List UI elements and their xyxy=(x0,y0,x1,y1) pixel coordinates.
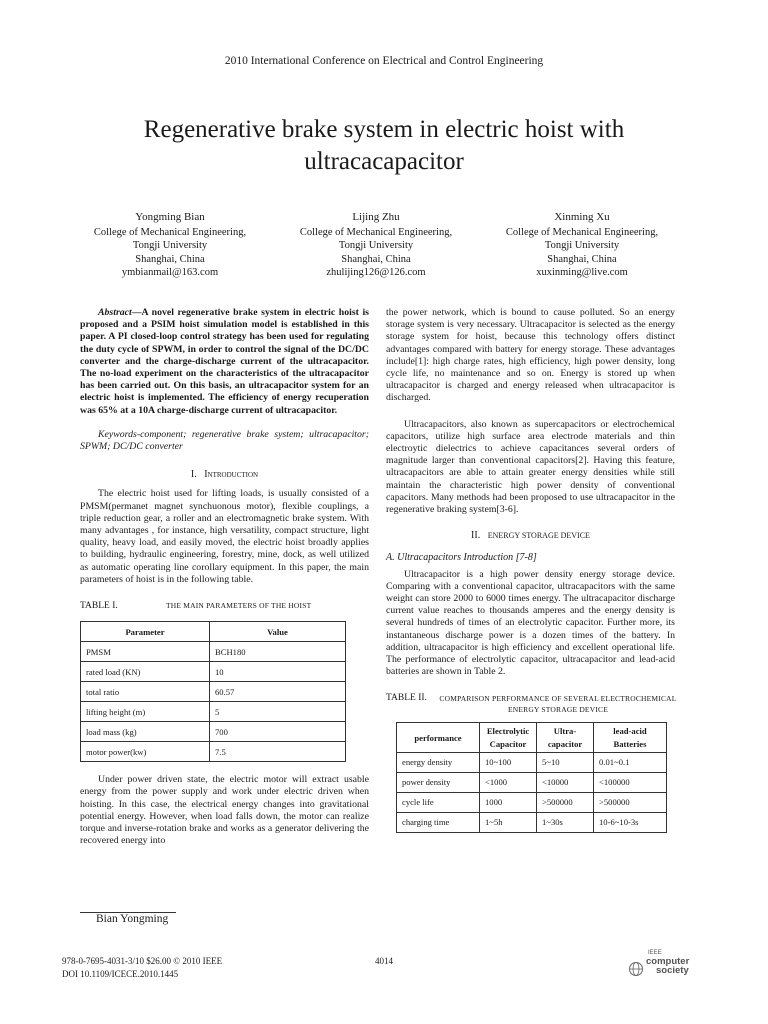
logo-ieee-text: IEEE xyxy=(648,950,662,956)
table2-label: TABLE II. xyxy=(386,693,427,704)
page-number: 4014 xyxy=(375,956,393,966)
footnote-signature: Bian Yongming xyxy=(96,913,169,925)
table-cell: lifting height (m) xyxy=(81,702,210,722)
table-row xyxy=(397,772,667,792)
table-header-cell: Parameter xyxy=(81,622,210,642)
table-row xyxy=(397,792,667,812)
table-cell: motor power(kw) xyxy=(81,742,210,762)
author-block xyxy=(70,211,270,280)
author-email: ymbianmail@163.com xyxy=(121,267,219,278)
table-cell: 1~5h xyxy=(480,812,537,832)
table-row xyxy=(81,722,346,742)
conference-header: 2010 International Conference on Electrical and Control Engineering xyxy=(224,55,544,67)
keywords: Keywords-component; regenerative brake system; ultracapacitor; SPWM; DC/DC converter xyxy=(80,428,369,453)
paper-title-line1: Regenerative brake system in electric hoist with xyxy=(143,116,625,143)
table1-caption xyxy=(80,600,369,612)
table-row xyxy=(397,812,667,832)
table-cell: 1000 xyxy=(480,792,537,812)
table-cell: 0.01~0.1 xyxy=(594,752,667,772)
table1-label: TABLE I. xyxy=(80,601,118,612)
table-cell: 10~100 xyxy=(480,752,537,772)
table1-caption-text: THE MAIN PARAMETERS OF THE HOIST xyxy=(166,601,312,611)
table-cell: power density xyxy=(397,772,480,792)
author-affiliation: College of Mechanical Engineering, xyxy=(93,226,247,238)
author-email: zhulijing126@126.com xyxy=(326,267,426,278)
table-row xyxy=(81,642,346,662)
section-heading-energy-storage xyxy=(386,530,675,542)
table-cell: load mass (kg) xyxy=(81,722,210,742)
table-header-cell: performance xyxy=(397,723,480,752)
abstract-label: Abstract xyxy=(98,307,132,318)
table-header-row xyxy=(81,622,346,642)
table-cell: cycle life xyxy=(397,792,480,812)
table-cell: <10000 xyxy=(537,772,594,792)
author-university: Tongji University xyxy=(544,240,620,251)
table-cell: 1~30s xyxy=(537,812,594,832)
table-row xyxy=(81,662,346,682)
author-affiliation: College of Mechanical Engineering, xyxy=(505,226,659,238)
table-cell: >500000 xyxy=(594,792,667,812)
logo-computer-text: computer xyxy=(646,956,690,967)
intro-paragraph: The electric hoist used for lifting loads, is usually consisted of a PMSM(permanet magnet synchuonous motor), flexible couplings, a triple reduction gear, a roller and an electromagnetic brake system. With many advantages , for instance, high versatility, compact structure, light quality, heavy load, and easily moved, the electric hoist broadly applies to building, hydraulic engineering, forestry, mine, dock, as well utilized as automatic operating line corollary equipment. In this paper, the main parameters of hoist is in the following table. xyxy=(80,488,369,585)
table-cell: <100000 xyxy=(594,772,667,792)
body-paragraph: Ultracapacitors, also known as supercapacitors or electrochemical capacitors, utilize high surface area electrode materials and thin electroytic dielectrics to achieve capacitances several orders of magnitude larger than conventional capacitors[2]. Having this feature, ultracapacitors are able to attain greater energy densities while still maintain the characteristic high power density of conventional capacitors. Many methods had been proposed to use ultracapacitor in the regenerative braking system[3-6]. xyxy=(386,418,675,516)
table-cell: 60.57 xyxy=(210,682,346,702)
intro-paragraph: Under power driven state, the electric motor will extract usable energy from the power supply and work under electric driven when hoisting. In this case, the electrical energy changes into gravitational potential energy. However, when load falls down, the motor can realize torque and inverse-rotation brake and works as a generator delivering the recovered energy into xyxy=(80,774,369,847)
table-cell: total ratio xyxy=(81,682,210,702)
abstract-text: —A novel regenerative brake system in electric hoist is proposed and a PSIM hoist simulation model is established in this paper. A PI closed-loop control strategy has been used for regulating the duty cycle of SPWM, in order to control the signal of the DC/DC converter and the charge-discharge current of the ultracapacitor. The no-load experiment on the characteristics of the ultracapacitor has been carried out. On this basis, an ultracapacitor system for an electric hoist is implemented. The efficiency of energy recuperation was 65% at a 10A charge-discharge current of ultracapacitor. xyxy=(80,307,369,416)
table-cell: >500000 xyxy=(537,792,594,812)
body-paragraph: the power network, which is bound to cause polluted. So an energy storage system is very necessary. Ultracapacitor is selected as the energy storage system for hoist, because this technology offers distinct advantages compared with battery for energy storage. These advantages include[1]: high charge rates, high efficiency, high power density, long cycle life, no maintenance and so on. Energy is stored up when ultracapacitor is charged and energy released when ultracapacitor is discharged. xyxy=(386,307,675,404)
table-cell: 10 xyxy=(210,662,346,682)
paper-title-line2: ultracacapacitor xyxy=(304,148,464,175)
table-cell: 5 xyxy=(210,702,346,722)
table-cell: energy density xyxy=(397,752,480,772)
author-block xyxy=(482,211,682,280)
left-column xyxy=(80,307,369,847)
author-city: Shanghai, China xyxy=(135,253,205,265)
section-number: I. xyxy=(190,469,197,481)
globe-icon xyxy=(628,961,644,977)
body-paragraph: Ultracapacitor is a high power density energy storage device. Comparing with a conventional capacitor, ultracapacitors with the same weight can store 2000 to 6000 times energy. The ultracapacitor discharge current value reaches to thousands amperes and the energy density is several hundreds of times of an electrolytic capacitor. Further more, its instantaneous discharge power is a dozen times of the battery. In addition, ultracapacitor is high efficiency and excellent operational life. The performance of electrolytic capacitor, ultracapacitor and lead-acid batteries are shown in Table 2. xyxy=(386,568,675,678)
section-title: Introduction xyxy=(204,469,259,481)
table2 xyxy=(396,722,667,832)
table2-caption-line: ENERGY STORAGE DEVICE xyxy=(507,705,609,715)
table-cell: 7.5 xyxy=(210,742,346,762)
table-cell: rated load (KN) xyxy=(81,662,210,682)
table-header-cell: lead-acid Batteries xyxy=(594,723,667,752)
table-row xyxy=(81,742,346,762)
author-email: xuxinming@live.com xyxy=(536,267,628,278)
right-column xyxy=(386,307,675,833)
abstract xyxy=(80,307,369,417)
author-university: Tongji University xyxy=(338,240,414,251)
table-cell: 5~10 xyxy=(537,752,594,772)
section-number: II. xyxy=(471,530,481,542)
isbn-line: 978-0-7695-4031-3/10 $26.00 © 2010 IEEE xyxy=(62,956,223,966)
author-name: Yongming Bian xyxy=(135,211,205,223)
author-affiliation: College of Mechanical Engineering, xyxy=(299,226,453,238)
paper-title xyxy=(84,114,684,178)
table-row xyxy=(81,682,346,702)
table-header-row xyxy=(397,723,667,752)
section-title: ENERGY STORAGE DEVICE xyxy=(487,531,590,541)
doi-line: DOI 10.1109/ICECE.2010.1445 xyxy=(62,969,179,979)
table-cell: PMSM xyxy=(81,642,210,662)
table-header-cell: Value xyxy=(210,622,346,642)
table-cell: BCH180 xyxy=(210,642,346,662)
table-cell: 10-6~10-3s xyxy=(594,812,667,832)
table-header-cell: Ultra-capacitor xyxy=(537,723,594,752)
table2-caption-text xyxy=(438,693,678,715)
author-city: Shanghai, China xyxy=(547,253,617,265)
table2-caption xyxy=(386,692,675,714)
subsection-heading: A. Ultracapacitors Introduction [7-8] xyxy=(386,552,537,564)
author-city: Shanghai, China xyxy=(341,253,411,265)
table-header-cell: Electrolytic Capacitor xyxy=(480,723,537,752)
author-university: Tongji University xyxy=(132,240,208,251)
table2-caption-line: COMPARISON PERFORMANCE OF SEVERAL ELECTROCHEMICAL xyxy=(439,694,677,704)
table-cell: <1000 xyxy=(480,772,537,792)
table-cell: 700 xyxy=(210,722,346,742)
logo-society-text: society xyxy=(656,965,689,976)
table-row xyxy=(397,752,667,772)
author-name: Lijing Zhu xyxy=(352,211,400,223)
table-row xyxy=(81,702,346,722)
author-block xyxy=(276,211,476,280)
table-cell: charging time xyxy=(397,812,480,832)
section-heading-introduction xyxy=(80,469,369,481)
table1 xyxy=(80,621,346,762)
author-name: Xinming Xu xyxy=(554,211,610,223)
